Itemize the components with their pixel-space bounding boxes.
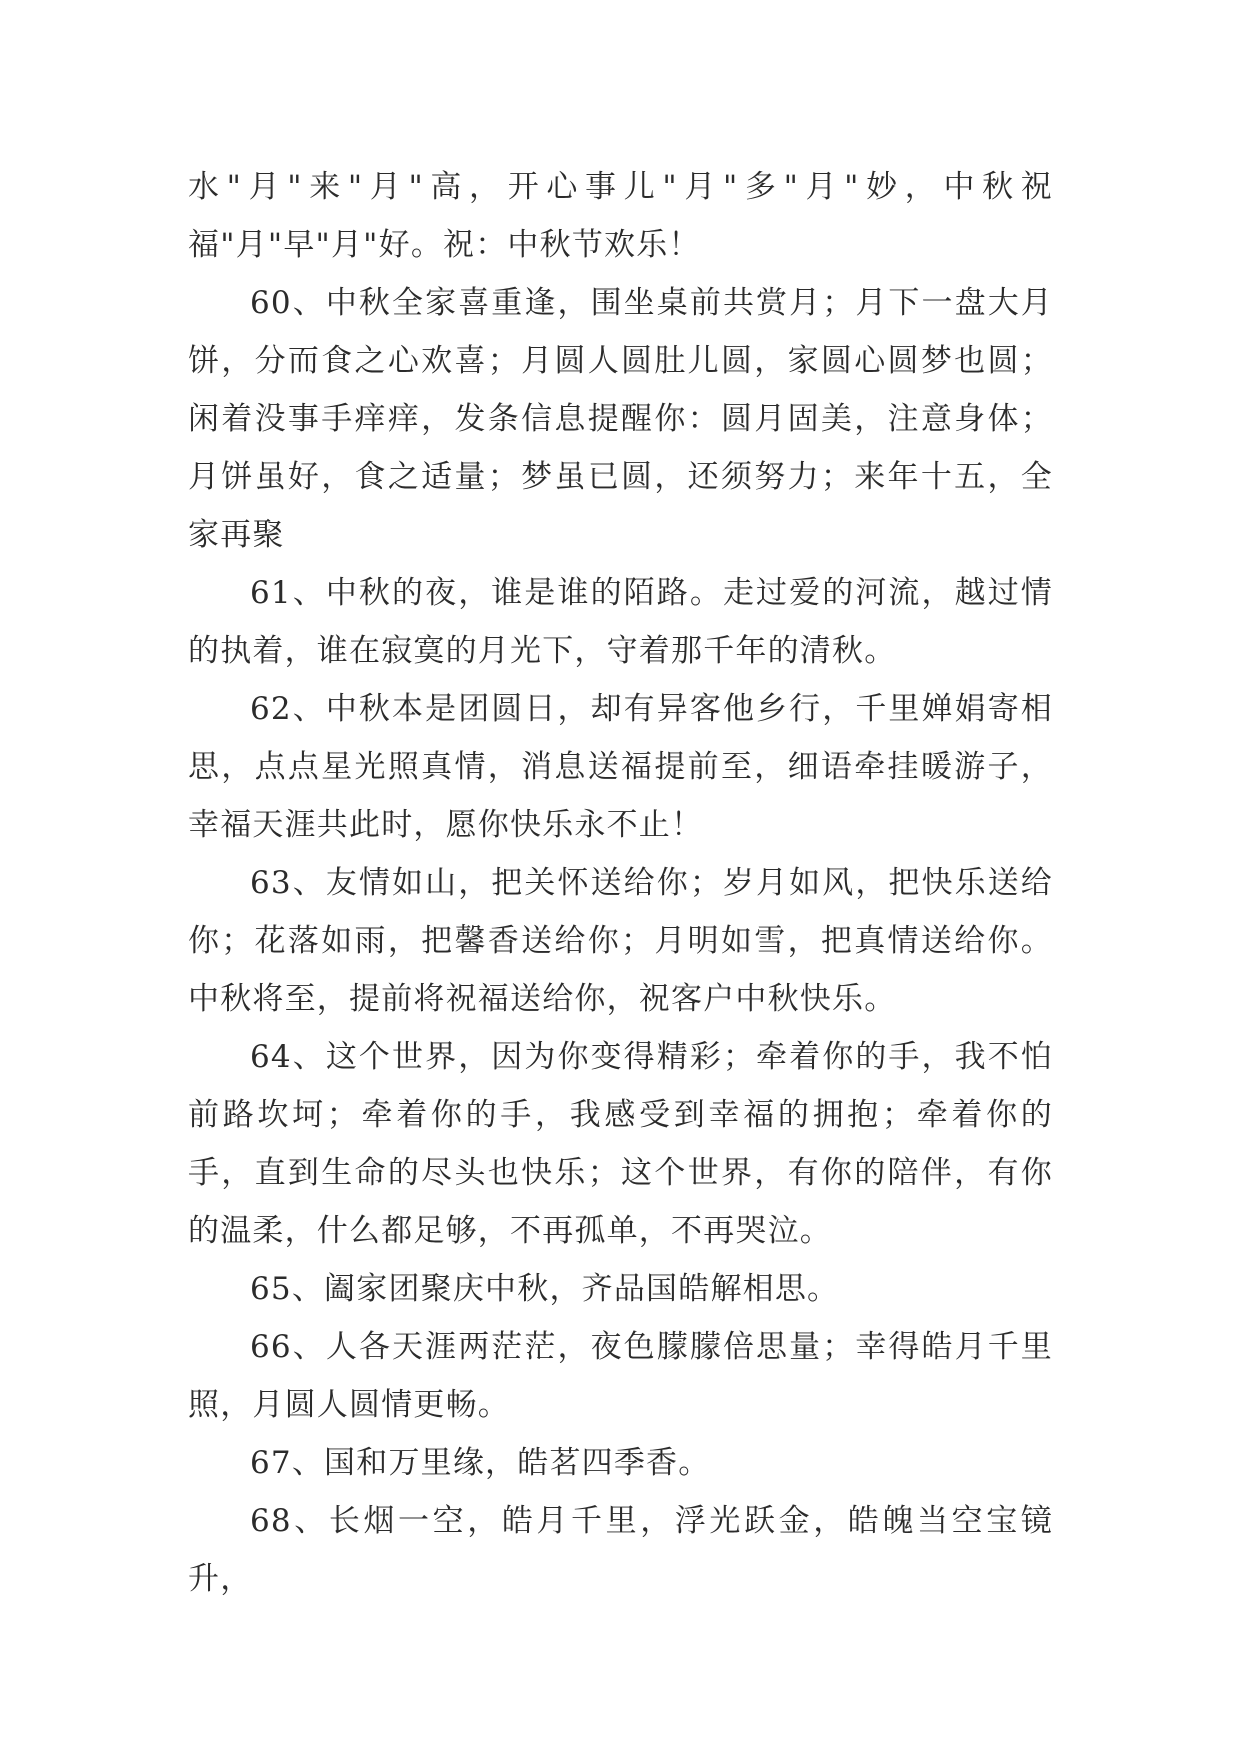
paragraph-60: 60、中秋全家喜重逢，围坐桌前共赏月；月下一盘大月饼，分而食之心欢喜；月圆人圆肚儿圆，家圆心圆梦也圆；闲着没事手痒痒，发条信息提醒你：圆月固美，注意身体；月饼虽好，食之适量；梦虽已圆，还须努力；来年十五，全家再聚: [188, 285, 1053, 553]
paragraph-63: 63、友情如山，把关怀送给你；岁月如风，把快乐送给你；花落如雨，把馨香送给你；月明如雪，把真情送给你。中秋将至，提前将祝福送给你，祝客户中秋快乐。: [188, 865, 1053, 1017]
paragraph-68: 68、长烟一空，皓月千里，浮光跃金，皓魄当空宝镜升，: [188, 1503, 1053, 1597]
paragraph-continuation: 水"月"来"月"高，开心事儿"月"多"月"妙，中秋祝福"月"早"月"好。祝：中秋节欢乐！: [188, 169, 1053, 263]
paragraph-62: 62、中秋本是团圆日，却有异客他乡行，千里婵娟寄相思，点点星光照真情，消息送福提前至，细语牵挂暖游子，幸福天涯共此时，愿你快乐永不止！: [188, 691, 1053, 843]
paragraph-64: 64、这个世界，因为你变得精彩；牵着你的手，我不怕前路坎坷；牵着你的手，我感受到幸福的拥抱；牵着你的手，直到生命的尽头也快乐；这个世界，有你的陪伴，有你的温柔，什么都足够，不再孤单，不再哭泣。: [188, 1039, 1053, 1249]
document-body: [188, 158, 1053, 1608]
paragraph-67: 67、国和万里缘，皓茗四季香。: [250, 1445, 711, 1481]
paragraph-61: 61、中秋的夜，谁是谁的陌路。走过爱的河流，越过情的执着，谁在寂寞的月光下，守着那千年的清秋。: [188, 575, 1053, 669]
paragraph-65: 65、阖家团聚庆中秋，齐品国皓解相思。: [250, 1271, 840, 1307]
paragraph-66: 66、人各天涯两茫茫，夜色朦朦倍思量；幸得皓月千里照，月圆人圆情更畅。: [188, 1329, 1053, 1423]
